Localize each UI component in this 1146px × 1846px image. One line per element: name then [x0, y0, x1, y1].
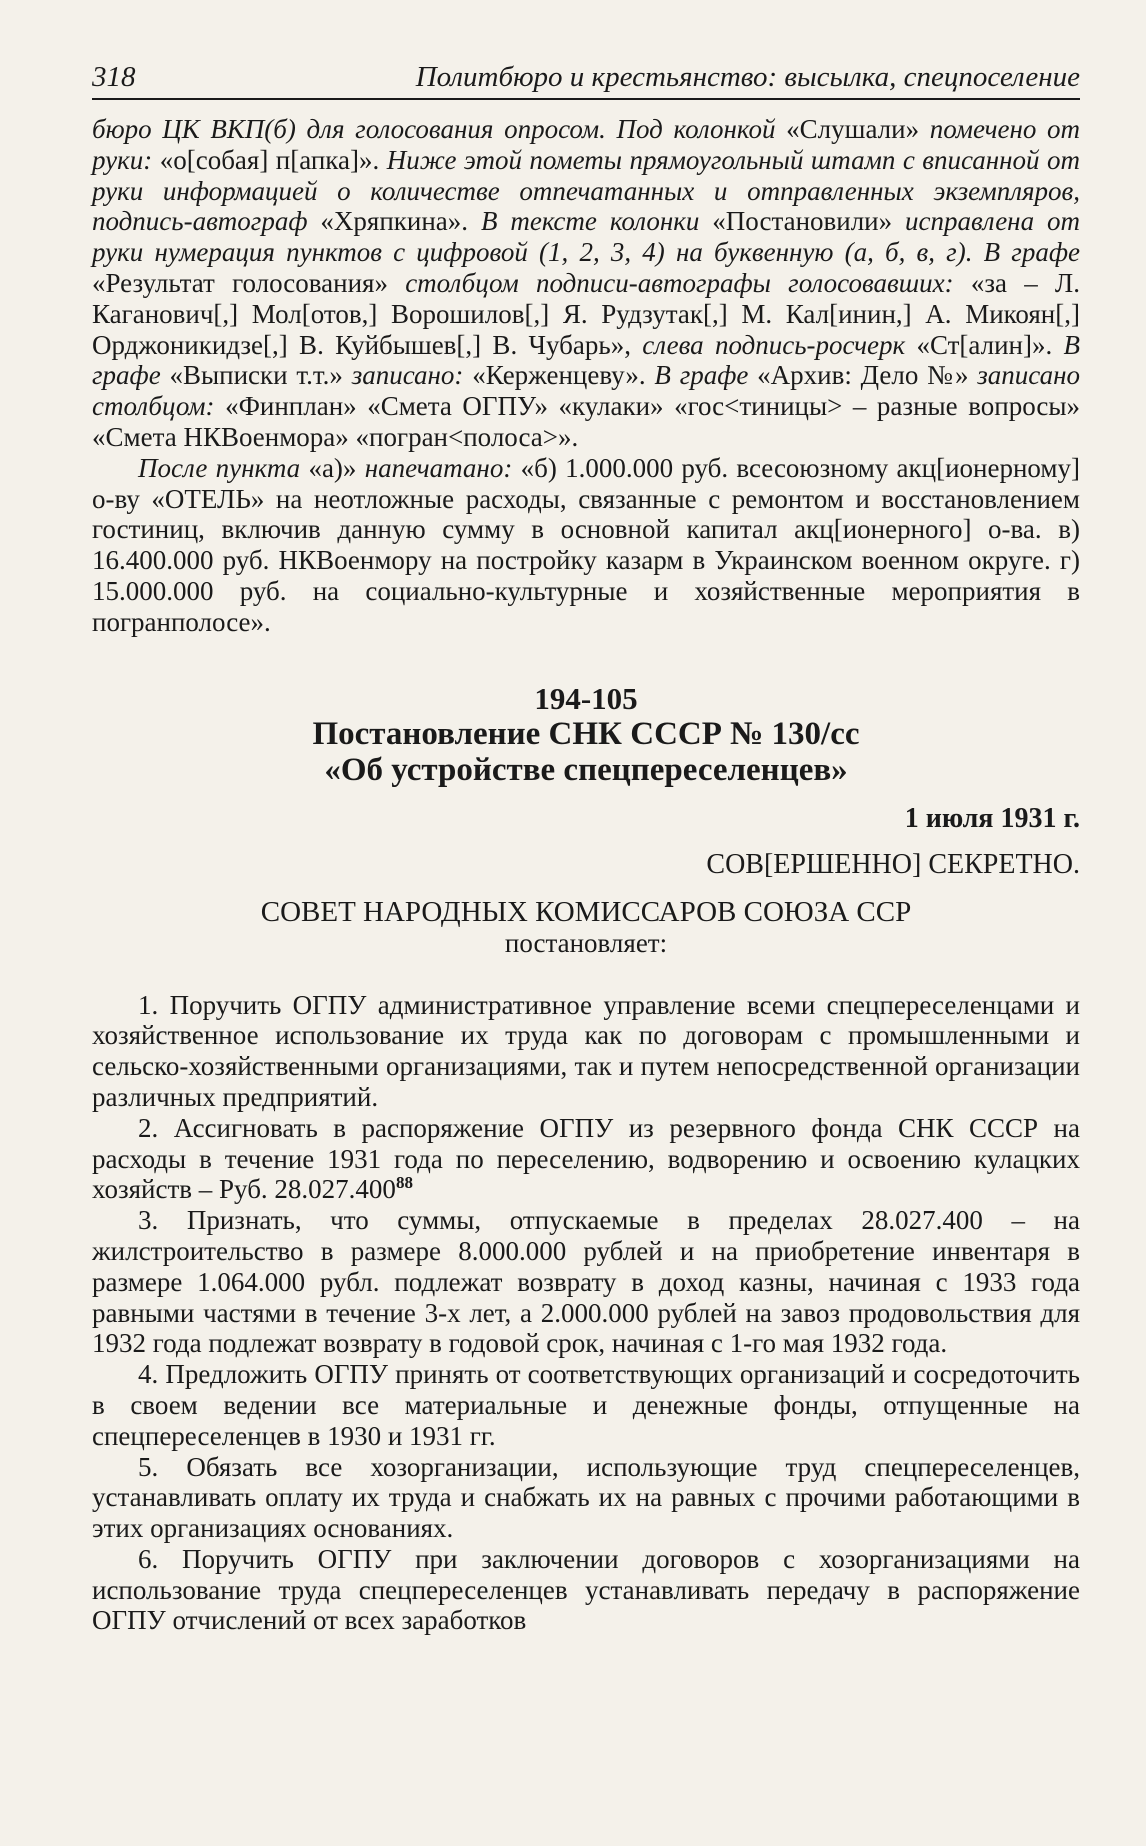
resolution-item-5: 5. Обязать все хозорганизации, использующие труд спецпереселенцев, устанавливать оплату их труда и снабжать их на равных с прочими работающими в этих организациях основаниях.	[92, 1451, 1080, 1544]
note-text-run: «б) 1.000.000 руб. всесоюзному акц[ионерному] о-ву «ОТЕЛЬ» на неотложные расходы, связанные с ремонтом и восстановлением гостиниц, включив данную сумму в основной капитал акц[ионерного] о-ва. в) 16.400.000 руб. НКВоенмору на постройку казарм в Украинском военном округе. г) 15.000.000 руб. на социально-культурные и хозяйственные мероприятия в погранполосе».	[92, 452, 1080, 637]
page-number: 318	[92, 61, 136, 93]
archival-note-paragraph-2	[92, 453, 1080, 638]
secrecy-classification: СОВ[ЕРШЕННО] СЕКРЕТНО.	[706, 848, 1080, 880]
resolution-item-2-text: 2. Ассигновать в распоряжение ОГПУ из резервного фонда СНК СССР на расходы в течение 1931 года по переселению, водворению и освоению кулацких хозяйств – Руб. 28.027.400	[92, 1112, 1080, 1205]
note-text-run: «Хряпкина».	[320, 206, 469, 237]
note-text-run: «Керженцеву».	[472, 360, 646, 391]
note-text-run: «о[собая] п[апка]».	[159, 144, 380, 175]
note-text-run: записано столбцом:	[92, 360, 1080, 422]
note-text-run: бюро ЦК ВКП(б) для голосования опросом. Под колонкой	[92, 114, 787, 144]
resolution-item-4: 4. Предложить ОГПУ принять от соответствующих организаций и сосредоточить в своем ведении все материальные и денежные фонды, отпущенные на спецпереселенцев в 1930 и 1931 гг.	[92, 1359, 1080, 1451]
running-title: Политбюро и крестьянство: высылка, спецпоселение	[415, 61, 1080, 93]
archival-note-paragraph	[92, 114, 1080, 453]
document-date: 1 июля 1931 г.	[904, 802, 1080, 834]
note-text-run: «Финплан» «Смета ОГПУ» «кулаки» «гос<тиницы> – разные вопросы» «Смета НКВоенмора» «погран<полоса>».	[92, 391, 1081, 452]
note-text-run: В тексте колонки	[468, 206, 713, 237]
note-text-run: «а)»	[308, 452, 357, 483]
resolution-item-3: 3. Признать, что суммы, отпускаемые в пределах 28.027.400 – на жилстроительство в размере 8.000.000 рублей и на приобретение инвентаря в размере 1.064.000 рубл. подлежат возврату в доход казны, начиная с 1933 года равными частями в течение 3-х лет, а 2.000.000 рублей на завоз продовольствия для 1932 года подлежат возврату в годовой срок, начиная с 1-го мая 1932 года.	[92, 1205, 1080, 1359]
note-text-run: «Архив: Дело №»	[757, 360, 969, 391]
note-text-run: В графе	[92, 329, 1080, 391]
note-text-run: исправлена от руки нумерация пунктов с цифровой (1, 2, 3, 4) на буквенную (а, б, в, г). В графе	[92, 206, 1080, 268]
footnote-marker: 88	[395, 1173, 413, 1193]
issuing-body: СОВЕТ НАРОДНЫХ КОМИССАРОВ СОЮЗА ССР	[260, 895, 912, 928]
note-text-run: «Ст[алин]».	[916, 329, 1053, 360]
running-header	[92, 60, 1080, 100]
document-number: 194-105	[534, 680, 638, 716]
note-text-run: После пункта	[138, 452, 309, 483]
note-text-run: слева подпись-росчерк	[630, 329, 917, 360]
resolution-item-1: 1. Поручить ОГПУ административное управление всеми спецпереселенцами и хозяйственное использование их труда как по договорам с промышленными и сельско-хозяйственными организациями, так и путем непосредственной организации различных предприятий.	[92, 989, 1080, 1112]
note-text-run: «Слушали»	[786, 114, 920, 144]
resolution-item-6: 6. Поручить ОГПУ при заключении договоров с хозорганизациями на использование труда спецпереселенцев устанавливать передачу в распоряжение ОГПУ отчислений от всех заработков	[92, 1543, 1080, 1636]
resolves-heading: постановляет:	[504, 927, 668, 958]
document-title-line-1: Постановление СНК СССР № 130/сс	[312, 715, 860, 752]
note-text-run: столбцом подписи-автографы голосовавших:	[387, 267, 971, 298]
document-title-line-2: «Об устройстве спецпереселенцев»	[324, 751, 848, 788]
note-text-run: «Выписки т.т.»	[169, 360, 343, 391]
note-text-run: записано:	[342, 360, 473, 391]
note-text-run: напечатано:	[356, 452, 521, 483]
note-text-run: В графе	[645, 360, 758, 391]
note-text-run: помечено от руки:	[92, 114, 1081, 175]
note-text-run: «за – Л. Каганович[,] Мол[отов,] Ворошилов[,] Я. Рудзутак[,] М. Кал[инин,] А. Микоян[,] Орджоникидзе[,] В. Куйбышев[,] В. Чубарь»,	[92, 267, 1080, 360]
resolution-item-2	[92, 1113, 1080, 1205]
note-text-run: Ниже этой пометы прямоугольный штамп с вписанной от руки информацией о количестве отпечатанных и отправленных экземпляров, подпись-автограф	[92, 144, 1081, 237]
note-text-run: «Постановили»	[712, 206, 893, 237]
note-text-run: «Результат голосования»	[92, 267, 388, 298]
